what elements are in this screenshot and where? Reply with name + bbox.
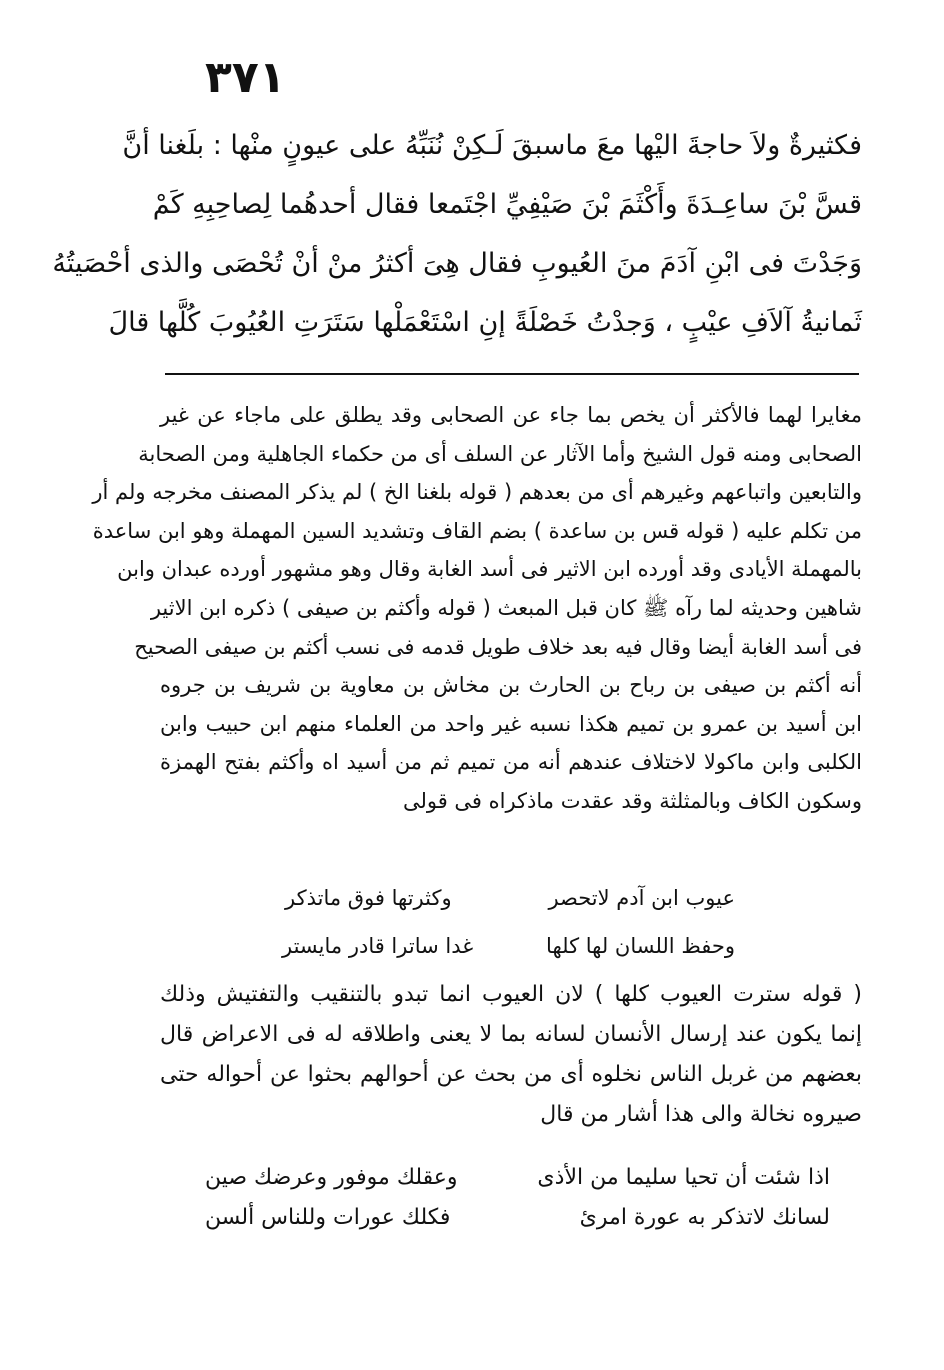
commentary-line: مغايرا لهما فالأكثر أن يخص بما جاء عن الصحابى وقد يطلق على ماجاء عن غير xyxy=(160,403,862,427)
verse-second-hemistich: فكلك عورات وللناس ألسن xyxy=(205,1205,451,1230)
commentary-block-2 xyxy=(160,975,862,1135)
verse-second-hemistich: وعقلك موفور وعرضك صين xyxy=(205,1165,458,1190)
verse-first-hemistich: عيوب ابن آدم لاتحصر xyxy=(548,886,735,910)
commentary-line: شاهين وحديثه لما رآه ﷺ كان قبل المبعث ( قوله وأكثم بن صيفى ) ذكره ابن الاثير xyxy=(150,595,862,620)
commentary-line: من تكلم عليه ( قوله قس بن ساعدة ) بضم القاف وتشديد السين المهملة وهو ابن ساعدة xyxy=(92,518,862,543)
commentary-line: بعضهم من غربل الناس نخلوه أى من بحث عن أحوالهم بحثوا عن أحواله حتى xyxy=(160,1062,862,1087)
main-text-line: قسَّ بْنَ ساعِـدَةَ وأَكْثَمَ بْنَ صَيْفِيِّ اجْتَمعا فقال أحدهُما لِصاحِبِهِ كَمْ xyxy=(152,189,862,220)
commentary-line: ابن أسيد بن عمرو بن تميم هكذا نسبه غير واحد من العلماء منهم ابن حبيب وابن xyxy=(160,711,862,736)
main-text xyxy=(52,116,862,352)
verse-second-hemistich: غدا ساترا قادر مايستر xyxy=(282,934,474,958)
commentary-line: أنه أكثم بن صيفى بن رباح بن الحارث بن مخاش بن معاوية بن شريف بن جروه xyxy=(160,673,862,698)
main-text-line: ثَمانيةُ آلاَفِ عيْبٍ ، وَجدْتُ خَصْلَةً إنِ اسْتَعْمَلْها سَتَرَتِ العُيُوبَ كُلَّها قالَ xyxy=(108,307,862,338)
commentary-line: وسكون الكاف وبالمثلثة وقد عقدت ماذكراه فى قولى xyxy=(402,788,862,813)
verse-second-hemistich: وكثرتها فوق ماتذكر xyxy=(285,886,452,910)
commentary-line: صيروه نخالة والى هذا أشار من قال xyxy=(540,1102,862,1127)
commentary-block xyxy=(92,396,862,821)
verse-first-hemistich: اذا شئت أن تحيا سليما من الأذى xyxy=(537,1165,830,1190)
verse-line xyxy=(205,1198,830,1238)
main-text-line: فكثيرةٌ ولاَ حاجةَ اليْها معَ ماسبقَ لَـكِنْ نُنَبِّهُ على عيونٍ منْها : بلَغنا أنَّ xyxy=(122,130,862,161)
commentary-line: الصحابى ومنه قول الشيخ وأما الآثار عن السلف أى من حكماء الجاهلية ومن الصحابة xyxy=(138,441,862,466)
verse-first-hemistich: لسانك لاتذكر به عورة امرئ xyxy=(579,1205,830,1230)
commentary-line: الكلبى وابن ماكولا لاختلاف عندهم أنه من تميم ثم من أسيد اه وأكثم بفتح الهمزة xyxy=(160,750,862,775)
verse-first-hemistich: وحفظ اللسان لها كلها xyxy=(546,934,735,958)
commentary-line: إنما يكون عند إرسال الأنسان لسانه بما لا يعنى واطلاقه له فى الاعراض قال xyxy=(160,1022,862,1047)
footnote-divider xyxy=(165,373,859,375)
verse-line xyxy=(285,878,735,918)
commentary-line: فى أسد الغابة أيضا وقال فيه بعد خلاف طويل قدمه فى نسب أكثم بن صيفى الصحيح xyxy=(134,634,862,659)
commentary-line: بالمهملة الأيادى وقد أورده ابن الاثير فى أسد الغابة وقال وهو مشهور أورده عبدان وابن xyxy=(117,557,862,582)
commentary-line: ( قوله سترت العيوب كلها ) لان العيوب انما تبدو بالتنقيب والتفتيش وذلك xyxy=(160,982,862,1007)
commentary-line: والتابعين واتباعهم وغيرهم أى من بعدهم ( قوله بلغنا الخ ) لم يذكر المصنف مخرجه ولم أر xyxy=(92,480,862,505)
main-text-line: وَجَدْتَ فى ابْنِ آدَمَ منَ العُيوبِ فقال هِىَ أكثرُ منْ أنْ تُحْصَى والذى أحْصَيتُهُ xyxy=(52,248,862,279)
verse-line xyxy=(282,926,735,966)
verse-line xyxy=(205,1158,830,1198)
page-number: ٣٧١ xyxy=(205,52,286,103)
